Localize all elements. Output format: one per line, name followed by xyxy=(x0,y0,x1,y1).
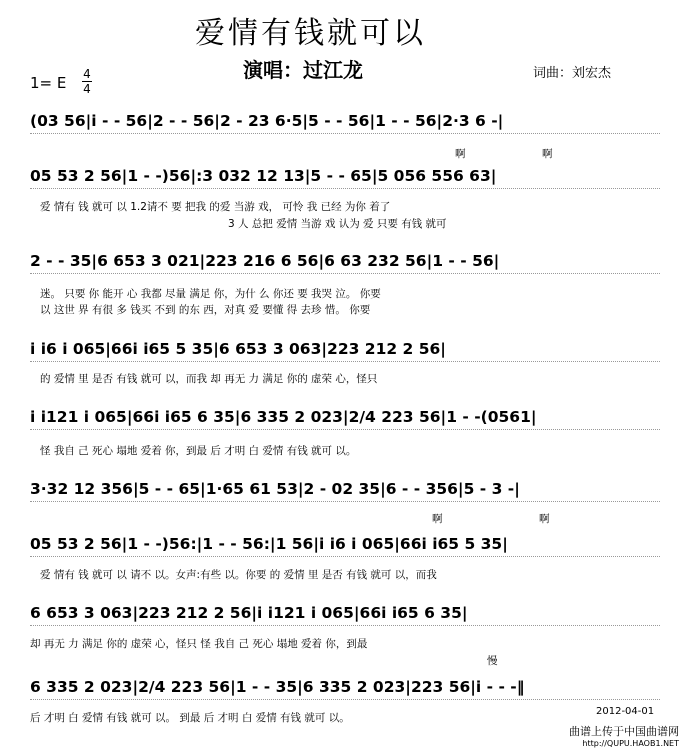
notation-row: 3·32 12 356|5 - - 65|1·65 61 53|2 - 02 35|6 - - 356|5 - 3 -| xyxy=(30,480,520,498)
lyric-line: 爱 情有 钱 就可 以 1.2请不 要 把我 的爱 当游 戏， 可怜 我 已经 为你 着了 xyxy=(40,201,391,213)
lyric-line: 以 这世 界 有很 多 钱买 不到 的东 西，对真 爱 要懂 得 去珍 惜。 你要 xyxy=(40,304,371,316)
notation-row: 6 335 2 023|2/4 223 56|1 - - 35|6 335 2 023|223 56|i - - -‖ xyxy=(30,678,525,696)
footer-site-name: 曲谱上传于中国曲谱网 xyxy=(569,725,679,738)
lyric-line: 怪 我自 己 死心 塌地 爱着 你，到最 后 才明 白 爱情 有钱 就可 以。 xyxy=(40,445,357,457)
beam-line xyxy=(30,556,660,557)
site-footer xyxy=(569,726,679,750)
lyric-line: 迷。 只要 你 能开 心 我都 尽量 满足 你，为什 么 你还 要 我哭 泣。 你要 xyxy=(40,288,381,300)
meter-bottom: 4 xyxy=(83,82,91,96)
notation-row: 6 653 3 063|223 212 2 56|i i121 i 065|66i i65 6 35| xyxy=(30,604,468,622)
beam-line xyxy=(30,273,660,274)
lyric-line: 3 人 总把 爱情 当游 戏 认为 爱 只要 有钱 就可 xyxy=(228,218,447,230)
notation-row: i i6 i 065|66i i65 5 35|6 653 3 063|223 212 2 56| xyxy=(30,340,446,358)
beam-line xyxy=(30,361,660,362)
lyric-line: 爱 情有 钱 就可 以 请不 以。女声:有些 以。你要 的 爱情 里 是否 有钱 就可 以，而我 xyxy=(40,569,437,581)
beam-line xyxy=(30,133,660,134)
beam-line xyxy=(30,699,660,700)
beam-line xyxy=(30,188,660,189)
notation-row: 05 53 2 56|1 - -)56|:3 032 12 13|5 - - 65|5 056 556 63| xyxy=(30,167,497,185)
key-signature: 1= E xyxy=(30,74,67,92)
footer-site-url: http://QUPU.HAOB1.NET xyxy=(582,739,679,748)
score-date: 2012-04-01 xyxy=(596,706,655,717)
notation-row: 05 53 2 56|1 - -)56:|1 - - 56:|1 56|i i6 i 065|66i i65 5 35| xyxy=(30,535,508,553)
lyric-line: 的 爱情 里 是否 有钱 就可 以，而我 却 再无 力 满足 你的 虚荣 心，怪只 xyxy=(40,373,378,385)
lyric-line: 慢 xyxy=(487,655,498,667)
lyric-line: 后 才明 白 爱情 有钱 就可 以。 到最 后 才明 白 爱情 有钱 就可 以。 xyxy=(30,712,350,724)
lyric-line: 啊 xyxy=(432,513,443,525)
notation-row: (03 56|i - - 56|2 - - 56|2 - 23 6·5|5 - - 56|1 - - 56|2·3 6 -| xyxy=(30,112,504,130)
beam-line xyxy=(30,625,660,626)
singer-credit: 演唱：过江龙 xyxy=(243,58,363,82)
beam-line xyxy=(30,501,660,502)
time-signature xyxy=(82,68,92,95)
lyric-line: 却 再无 力 满足 你的 虚荣 心，怪只 怪 我自 己 死心 塌地 爱着 你，到最 xyxy=(30,638,368,650)
lyric-line: 啊 xyxy=(455,148,466,160)
song-title: 爱情有钱就可以 xyxy=(195,16,426,51)
notation-row: i i121 i 065|66i i65 6 35|6 335 2 023|2/4 223 56|1 - -(0561| xyxy=(30,408,537,426)
composer-credit: 词曲：刘宏杰 xyxy=(533,66,612,81)
lyric-line: 啊 xyxy=(539,513,550,525)
meter-top: 4 xyxy=(83,67,91,81)
beam-line xyxy=(30,429,660,430)
notation-row: 2 - - 35|6 653 3 021|223 216 6 56|6 63 232 56|1 - - 56| xyxy=(30,252,500,270)
lyric-line: 啊 xyxy=(542,148,553,160)
